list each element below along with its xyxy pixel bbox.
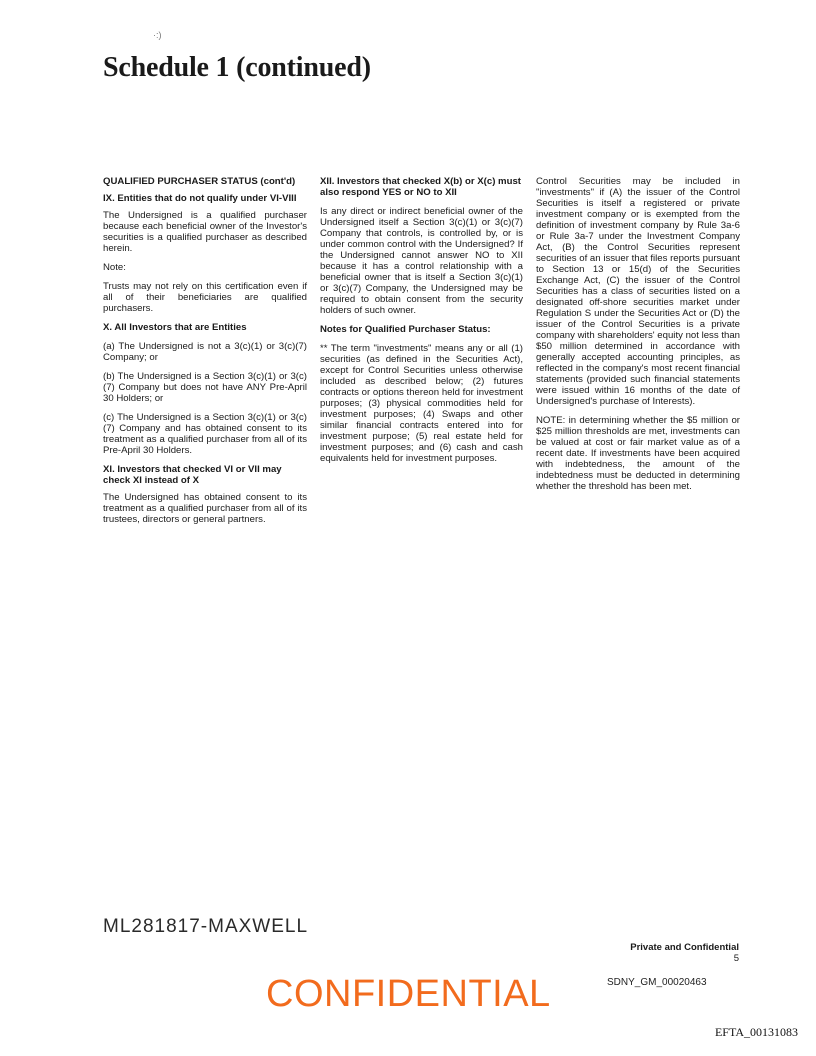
paragraph-x-c: (c) The Undersigned is a Section 3(c)(1) or 3(c)(7) Company and has obtained consent to its treatment as a qualified purchaser from all of its Pre-April 30 Holders. [103, 412, 307, 456]
heading-ix: IX. Entities that do not qualify under VI-VIII [103, 193, 297, 204]
column-middle [320, 176, 523, 472]
paragraph-xii: Is any direct or indirect beneficial owner of the Undersigned itself a Section 3(c)(1) or 3(c)(7) Company that controls, is controlled by, or is under common control with the Undersigned? If the Undersigned cannot answer NO to XII because it has a control relationship with a beneficial owner that is itself a Section 3(c)(1) or 3(c)(7) Company, the Undersigned may be required to obtain consent from the security holders of such owner. [320, 206, 523, 316]
paragraph-control-securities: Control Securities may be included in "investments" if (A) the issuer of the Control Securities is itself a registered or private investment company or is exempted from the definition of investment company by Rule 3a-6 or Rule 3a-7 under the Investment Company Act, (B) the Control Securities represent securities of an issuer that files reports pursuant to Section 13 or 15(d) of the Securities Exchange Act, (C) the issuer of the Control Securities has a class of securities listed on a designated off-shore securities market under Regulation S under the Securities Act or (D) the issuer of the Control Securities is a private company with shareholders' equity not less than $50 million determined in accordance with generally accepted accounting principles, as reflected in the company's most recent financial statements (provided such financial statements were issued within 16 months of the date of Undersigned's purchase of Interests). [536, 176, 740, 407]
heading-xi: XI. Investors that checked VI or VII may check XI instead of X [103, 464, 282, 486]
section-heading: QUALIFIED PURCHASER STATUS (cont'd) [103, 176, 296, 187]
page-number: 5 [733, 953, 739, 964]
paragraph-threshold-note: NOTE: in determining whether the $5 million or $25 million thresholds are met, investments can be valued at cost or fair market value as of a recent date. If investments have been acquired with indebtedness, the amount of the indebtedness must be deducted in determining whether the threshold has been met. [536, 415, 740, 492]
private-confidential-label: Private and Confidential [630, 942, 739, 953]
page-footer [630, 942, 739, 964]
paragraph-notes: ** The term "investments" means any or all (1) securities (as defined in the Securities Act), except for Control Securities unless otherwise included as described below; (2) futures contracts or options thereon held for investment purposes; (3) physical commodities held for investment purposes; (4) Swaps and other similar financial contracts entered into for investment purpose; (5) real estate held for investment purposes; and (6) cash and cash equivalents held for investment purposes. [320, 343, 523, 464]
confidential-stamp: CONFIDENTIAL [266, 973, 551, 1015]
page-title: Schedule 1 (continued) [103, 52, 371, 83]
note-text: Trusts may not rely on this certification even if all of their beneficiaries are qualified purchasers. [103, 281, 307, 314]
paragraph-x-b: (b) The Undersigned is a Section 3(c)(1) or 3(c)(7) Company but does not have ANY Pre-April 30 Holders; or [103, 371, 307, 404]
paragraph-ix: The Undersigned is a qualified purchaser because each beneficial owner of the Investor's securities is a qualified purchaser as described herein. [103, 210, 307, 254]
heading-notes: Notes for Qualified Purchaser Status: [320, 324, 491, 335]
sdny-id: SDNY_GM_00020463 [607, 977, 707, 988]
column-right [536, 176, 740, 500]
heading-xii: XII. Investors that checked X(b) or X(c) must also respond YES or NO to XII [320, 176, 521, 198]
paragraph-x-a: (a) The Undersigned is not a 3(c)(1) or 3(c)(7) Company; or [103, 341, 307, 363]
note-label: Note: [103, 262, 126, 273]
efta-id: EFTA_00131083 [714, 1025, 798, 1039]
bates-number: ML281817-MAXWELL [103, 916, 309, 937]
column-left [103, 176, 307, 533]
heading-x: X. All Investors that are Entities [103, 322, 247, 333]
corner-mark: ·:) [153, 30, 162, 40]
paragraph-xi: The Undersigned has obtained consent to its treatment as a qualified purchaser from all of its trustees, directors or general partners. [103, 492, 307, 525]
